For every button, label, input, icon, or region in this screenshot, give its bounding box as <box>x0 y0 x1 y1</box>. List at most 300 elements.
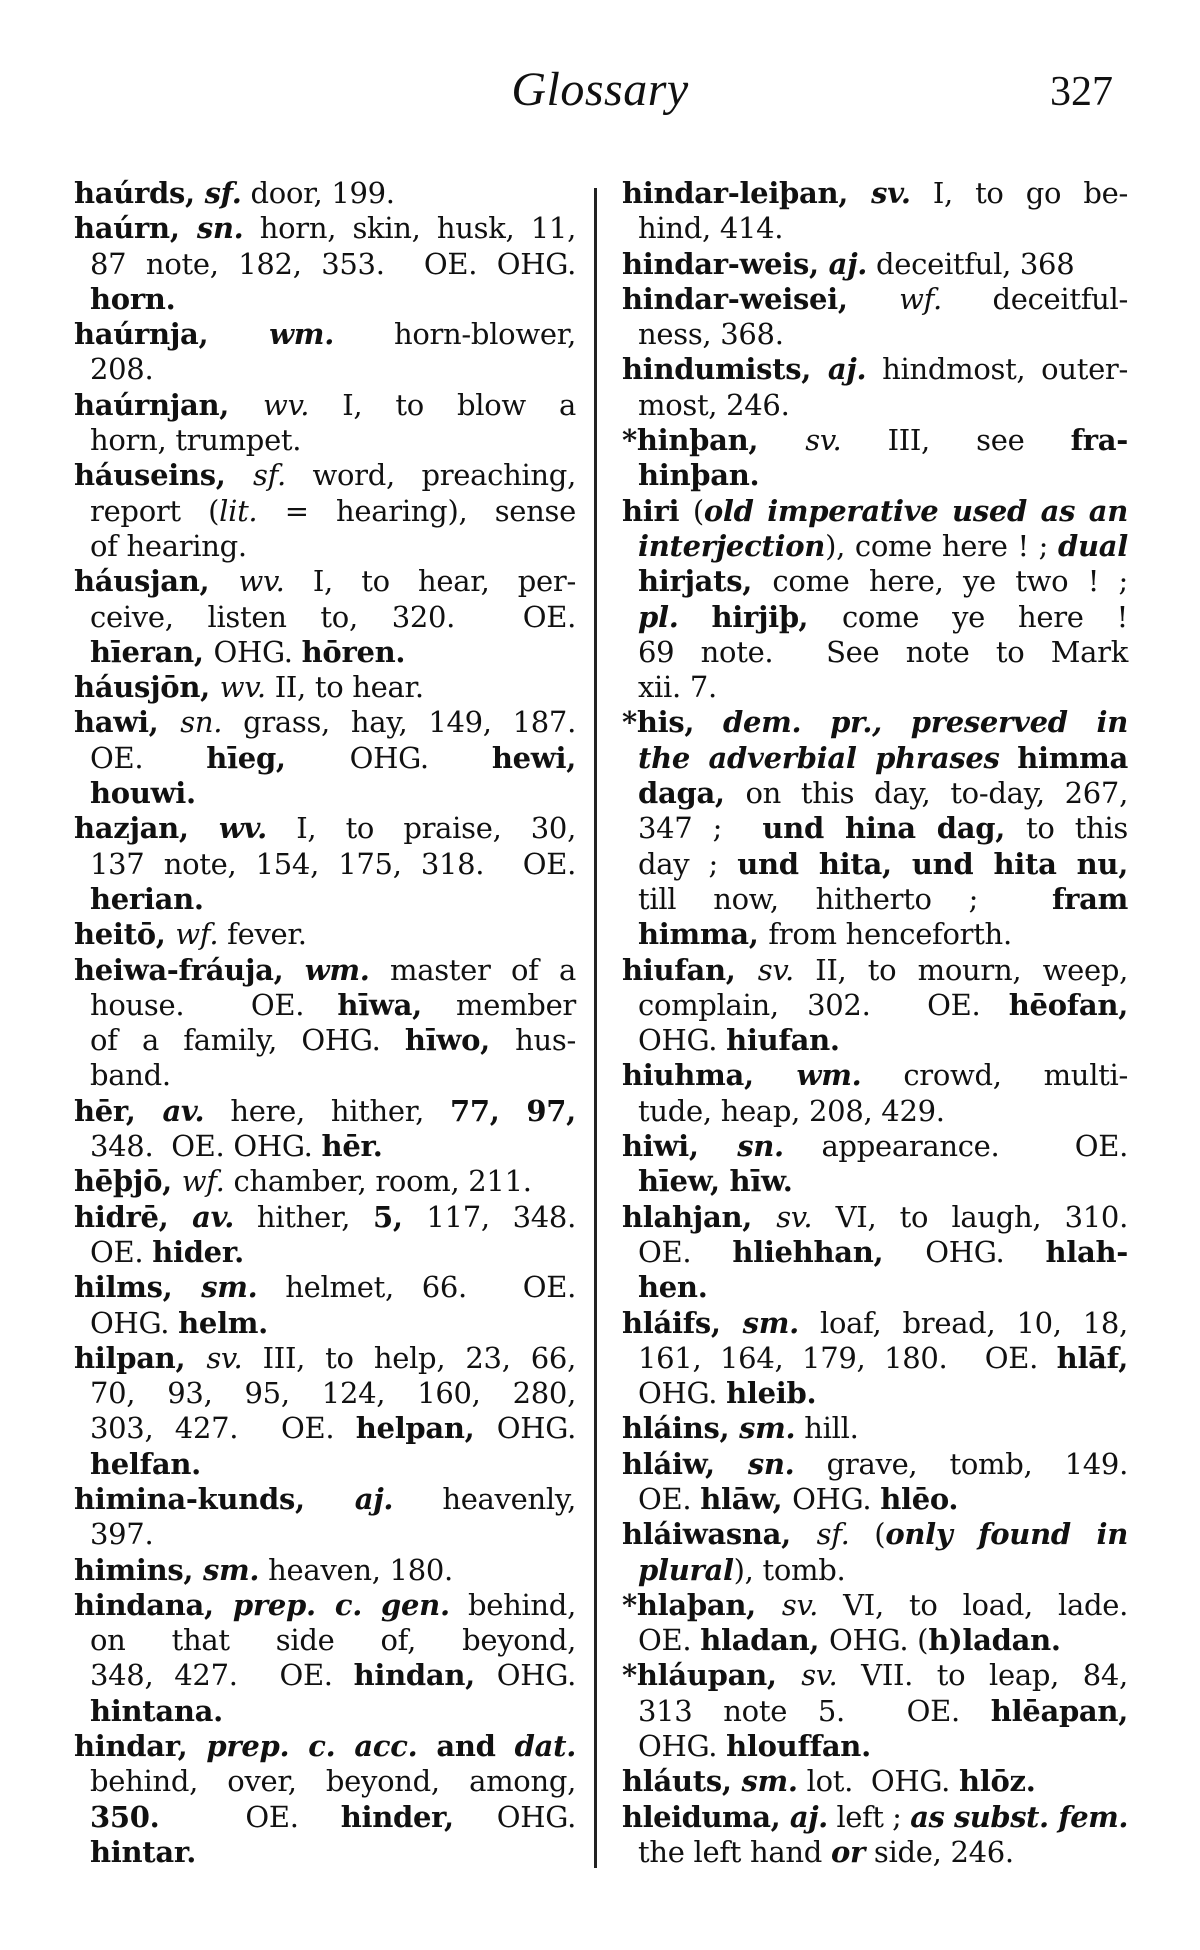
entry-continuation-line <box>74 1623 576 1658</box>
bold-text: *hláupan, <box>622 1658 802 1693</box>
entry-headline <box>74 458 576 493</box>
italic-text: pl. <box>638 599 679 634</box>
glossary-entry <box>622 1200 1128 1306</box>
entry-continuation-line <box>622 1270 1128 1305</box>
roman-text: 69 note. See note to Mark <box>638 634 1128 669</box>
italic-text: interjection <box>638 528 826 563</box>
entry-continuation-line <box>74 776 576 811</box>
glossary-entry <box>622 1517 1128 1588</box>
entry-headline <box>622 1800 1128 1835</box>
roman-text: 347 ; <box>638 811 763 846</box>
italic-text: av. <box>192 1199 235 1234</box>
entry-continuation-line <box>622 1094 1128 1129</box>
entry-continuation-line <box>622 635 1128 670</box>
bold-text: hláins, <box>622 1411 740 1446</box>
entry-continuation-line <box>622 600 1128 635</box>
bold-text: *hinþan, <box>622 423 806 458</box>
roman-text: OE. <box>638 1623 701 1658</box>
italic-text: aj. <box>354 1481 394 1516</box>
glossary-entry <box>74 1588 576 1729</box>
glossary-entry <box>622 282 1128 353</box>
glossary-entry <box>622 1800 1128 1871</box>
entry-continuation-line <box>622 670 1128 705</box>
entry-continuation-line <box>622 388 1128 423</box>
italic-text: only found in <box>885 1517 1128 1552</box>
glossary-entry <box>74 811 576 917</box>
roman-text: ( <box>849 1517 886 1552</box>
italic-text: av. <box>162 1093 205 1128</box>
roman-text: 117, 348. <box>426 1199 576 1234</box>
italic-text: sv. <box>757 952 794 987</box>
entry-continuation-line <box>74 1764 576 1799</box>
glossary-entry <box>622 1447 1128 1518</box>
bold-text: hindar-weis, <box>622 246 829 281</box>
entry-continuation-line <box>74 1376 576 1411</box>
bold-text: hiri <box>622 493 693 528</box>
italic-text: sv. <box>781 1587 819 1622</box>
entry-headline <box>622 247 1128 282</box>
bold-text: helm. <box>178 1305 268 1340</box>
roman-text: come here, ye two ! ; <box>772 564 1128 599</box>
entry-continuation-line <box>622 1553 1128 1588</box>
bold-text: hindan, <box>353 1658 497 1693</box>
roman-text: 161, 164, 179, 180. OE. <box>638 1340 1057 1375</box>
bold-text: hintana. <box>90 1693 223 1728</box>
entry-headline <box>622 494 1128 529</box>
entry-continuation-line <box>74 1306 576 1341</box>
glossary-entry <box>622 1764 1128 1799</box>
italic-text: sv. <box>871 176 911 210</box>
bold-text: hider. <box>152 1234 244 1269</box>
italic-text: sv. <box>776 1199 813 1234</box>
entry-headline <box>74 917 576 952</box>
roman-text: ), tomb. <box>733 1552 846 1587</box>
entry-continuation-line <box>74 600 576 635</box>
glossary-column-right <box>622 176 1128 1870</box>
entry-continuation-line <box>74 1835 576 1870</box>
entry-headline <box>622 1588 1128 1623</box>
italic-text: aj. <box>827 352 867 387</box>
bold-text: haúrds, <box>74 176 205 210</box>
bold-text: himins, <box>74 1552 204 1587</box>
roman-text: the left hand <box>638 1834 831 1869</box>
roman-text: house. OE. <box>90 987 338 1022</box>
italic-text: or <box>830 1834 866 1869</box>
roman-text: heaven, 180. <box>259 1552 453 1587</box>
bold-text: hladan, <box>700 1623 830 1658</box>
bold-text: h)ladan. <box>928 1623 1061 1658</box>
bold-text: hinþan. <box>638 458 760 493</box>
roman-text: 303, 427. OE. <box>90 1411 356 1446</box>
page-number: 327 <box>1050 69 1113 115</box>
glossary-entry <box>74 917 576 952</box>
bold-text: háusjan, <box>74 564 239 599</box>
bold-text: hīeran, <box>90 634 214 669</box>
entry-headline <box>74 1482 576 1517</box>
bold-text: hilpan, <box>74 1340 207 1375</box>
entry-continuation-line <box>622 1729 1128 1764</box>
entry-continuation-line <box>622 564 1128 599</box>
entry-continuation-line <box>74 635 576 670</box>
entry-headline <box>622 1200 1128 1235</box>
bold-text: hlēo. <box>880 1481 959 1516</box>
entry-headline <box>74 1270 576 1305</box>
roman-text: OHG. <box>496 1658 576 1693</box>
entry-headline <box>622 1517 1128 1552</box>
roman-text: till now, hitherto ; <box>638 881 1052 916</box>
bold-text: hindar, <box>74 1729 207 1764</box>
italic-text: sf. <box>204 176 242 210</box>
italic-text: sm. <box>201 1270 258 1305</box>
bold-text: *hlaþan, <box>622 1587 782 1622</box>
italic-text: wf. <box>899 281 942 316</box>
roman-text: to this <box>1026 811 1128 846</box>
entry-continuation-line <box>622 1341 1128 1376</box>
column-divider <box>594 188 597 1868</box>
entry-continuation-line <box>74 423 576 458</box>
bold-text: hlēapan, <box>990 1693 1128 1728</box>
roman-text: ( <box>692 493 704 528</box>
entry-continuation-line <box>74 1694 576 1729</box>
italic-text: aj. <box>828 246 868 281</box>
roman-text: come ye here ! <box>841 599 1128 634</box>
bold-text: 350. <box>90 1799 246 1834</box>
bold-text: hindumists, <box>622 352 828 387</box>
roman-text: fever. <box>218 917 307 952</box>
roman-text: OE. <box>245 1799 341 1834</box>
glossary-column-left <box>74 176 576 1870</box>
entry-headline <box>622 1658 1128 1693</box>
entry-continuation-line <box>74 988 576 1023</box>
bold-text: hēþjō, <box>74 1164 182 1199</box>
glossary-entry <box>74 564 576 670</box>
italic-text: wf. <box>181 1164 225 1199</box>
italic-text: wv. <box>218 811 267 846</box>
glossary-entry <box>622 1058 1128 1129</box>
italic-text: sv. <box>805 423 842 458</box>
italic-text: sm. <box>742 1305 799 1340</box>
roman-text: OHG. <box>496 1799 576 1834</box>
italic-text: wm. <box>304 952 370 987</box>
bold-text: himma <box>1017 740 1128 775</box>
entry-continuation-line <box>622 458 1128 493</box>
entry-headline <box>74 1164 576 1199</box>
roman-text: master of a <box>369 952 576 987</box>
entry-continuation-line <box>74 1517 576 1552</box>
glossary-entry <box>74 705 576 811</box>
italic-text: sn. <box>196 211 244 246</box>
roman-text: behind, <box>449 1587 576 1622</box>
entry-continuation-line <box>74 282 576 317</box>
roman-text: OHG. <box>90 1305 179 1340</box>
roman-text: OE. <box>638 1234 733 1269</box>
bold-text: hiufan, <box>622 952 758 987</box>
entry-continuation-line <box>622 811 1128 846</box>
roman-text: VI, to load, lade. <box>818 1587 1128 1622</box>
glossary-entry <box>74 1164 576 1199</box>
roman-text: OHG. <box>638 1023 727 1058</box>
entry-continuation-line <box>74 494 576 529</box>
roman-text: xii. 7. <box>638 670 717 705</box>
bold-text: and <box>417 1729 515 1764</box>
roman-text: ness, 368. <box>638 317 784 352</box>
bold-text: horn. <box>90 281 176 316</box>
entry-continuation-line <box>622 1235 1128 1270</box>
roman-text: 397. <box>90 1517 154 1552</box>
roman-text: left ; <box>827 1799 911 1834</box>
roman-text: 208. <box>90 352 154 387</box>
italic-text: wf. <box>175 917 219 952</box>
bold-text: hīwa, <box>337 987 457 1022</box>
bold-text: hindar-weisei, <box>622 281 900 316</box>
bold-text: und hita, und hita nu, <box>737 846 1129 881</box>
roman-text: behind, over, beyond, among, <box>90 1764 576 1799</box>
bold-text: hidrē, <box>74 1199 193 1234</box>
bold-text: hēofan, <box>1008 987 1128 1022</box>
glossary-entry <box>622 423 1128 494</box>
entry-headline <box>622 705 1128 740</box>
bold-text: hēr, <box>74 1093 163 1128</box>
bold-text: hazjan, <box>74 811 219 846</box>
roman-text: deceitful, 368 <box>867 246 1075 281</box>
entry-headline <box>622 423 1128 458</box>
glossary-entry <box>74 1729 576 1870</box>
bold-text: hláiw, <box>622 1446 748 1481</box>
glossary-entry <box>74 1553 576 1588</box>
roman-text: helmet, 66. OE. <box>257 1270 576 1305</box>
italic-text: dat. <box>514 1729 576 1764</box>
roman-text: report ( <box>90 493 220 528</box>
glossary-entry <box>74 458 576 564</box>
italic-text: sf. <box>253 458 286 493</box>
bold-text: hiuhma, <box>622 1058 797 1093</box>
roman-text: hus- <box>515 1023 576 1058</box>
entry-continuation-line <box>74 1800 576 1835</box>
roman-text: horn, skin, husk, 11, <box>243 211 576 246</box>
roman-text: appearance. OE. <box>783 1129 1128 1164</box>
entry-headline <box>74 670 576 705</box>
entry-continuation-line <box>622 1164 1128 1199</box>
entry-continuation-line <box>622 1835 1128 1870</box>
roman-text: member <box>456 987 576 1022</box>
glossary-entry <box>622 1588 1128 1659</box>
entry-headline <box>622 1306 1128 1341</box>
entry-continuation-line <box>74 529 576 564</box>
bold-text: himina-kunds, <box>74 1481 355 1516</box>
entry-headline <box>74 388 576 423</box>
bold-text: heitō, <box>74 917 176 952</box>
bold-text: hintar. <box>90 1834 196 1869</box>
entry-continuation-line <box>74 882 576 917</box>
glossary-entry <box>74 1200 576 1271</box>
roman-text: OHG. <box>925 1234 1046 1269</box>
bold-text: hláifs, <box>622 1305 743 1340</box>
entry-headline <box>74 176 576 211</box>
italic-text: the adverbial phrases <box>638 740 1000 775</box>
bold-text: haúrnjan, <box>74 387 264 422</box>
italic-text: prep. c. acc. <box>206 1729 418 1764</box>
bold-text: hinder, <box>340 1799 497 1834</box>
entry-continuation-line <box>622 988 1128 1023</box>
italic-text: lit. <box>219 493 258 528</box>
entry-headline <box>622 1764 1128 1799</box>
bold-text: und hina dag, <box>762 811 1027 846</box>
bold-text: hindana, <box>74 1587 233 1622</box>
roman-text: hither, <box>234 1199 373 1234</box>
entry-continuation-line <box>74 1129 576 1164</box>
entry-continuation-line <box>74 1447 576 1482</box>
roman-text: of hearing. <box>90 528 247 563</box>
roman-text: word, preaching, <box>285 458 576 493</box>
roman-text: 348. OE. OHG. <box>90 1129 322 1164</box>
entry-headline <box>622 1058 1128 1093</box>
roman-text: OE. <box>638 1481 701 1516</box>
entry-headline <box>74 705 576 740</box>
italic-text: plural <box>638 1552 734 1587</box>
roman-text: I, to hear, per- <box>284 564 576 599</box>
bold-text: hlah- <box>1045 1234 1129 1269</box>
glossary-entry <box>74 176 576 211</box>
bold-text: hirjiþ, <box>711 599 842 634</box>
bold-text: hiwi, <box>622 1129 738 1164</box>
entry-headline <box>74 811 576 846</box>
glossary-entry <box>622 953 1128 1059</box>
roman-text: OHG. <box>638 1376 727 1411</box>
entry-continuation-line <box>622 1482 1128 1517</box>
bold-text: himma, <box>638 917 769 952</box>
entry-headline <box>622 953 1128 988</box>
glossary-entry <box>622 705 1128 952</box>
roman-text: from henceforth. <box>768 917 1012 952</box>
bold-text: hawi, <box>74 705 181 740</box>
bold-text: hlāf, <box>1056 1340 1128 1375</box>
bold-text: hlōz. <box>959 1764 1036 1799</box>
running-title: Glossary <box>511 63 689 116</box>
italic-text: wm. <box>796 1058 862 1093</box>
roman-text: OHG. <box>349 740 492 775</box>
glossary-entry <box>74 1341 576 1482</box>
roman-text: crowd, multi- <box>861 1058 1128 1093</box>
roman-text: III, see <box>841 423 1071 458</box>
italic-text: old imperative used as an <box>703 493 1128 528</box>
entry-continuation-line <box>74 1235 576 1270</box>
roman-text: 87 note, 182, 353. OE. OHG. <box>90 246 576 281</box>
roman-text: chamber, room, 211. <box>224 1164 532 1199</box>
entry-continuation-line <box>622 847 1128 882</box>
roman-text: of a family, OHG. <box>90 1023 405 1058</box>
entry-continuation-line <box>74 247 576 282</box>
roman-text: here, hither, <box>204 1093 451 1128</box>
roman-text: OE. <box>90 740 207 775</box>
italic-text: sm. <box>741 1764 798 1799</box>
italic-text: aj. <box>789 1799 828 1834</box>
italic-text: prep. c. gen. <box>232 1587 450 1622</box>
entry-headline <box>74 1729 576 1764</box>
italic-text: sn. <box>180 705 223 740</box>
entry-headline <box>622 1129 1128 1164</box>
entry-headline <box>74 211 576 246</box>
bold-text: hlahjan, <box>622 1199 777 1234</box>
roman-text: I, to praise, 30, <box>266 811 576 846</box>
bold-text: herian. <box>90 881 204 916</box>
entry-continuation-line <box>622 1623 1128 1658</box>
roman-text: I, to blow a <box>309 387 576 422</box>
entry-continuation-line <box>622 776 1128 811</box>
entry-continuation-line <box>74 847 576 882</box>
entry-headline <box>74 1341 576 1376</box>
entry-continuation-line <box>622 317 1128 352</box>
roman-text: OHG. <box>496 1411 576 1446</box>
bold-text: hīeg, <box>206 740 350 775</box>
entry-continuation-line <box>74 1658 576 1693</box>
roman-text: II, to hear. <box>265 670 424 705</box>
italic-text: wm. <box>269 317 334 352</box>
roman-text: 137 note, 154, 175, 318. OE. <box>90 846 576 881</box>
roman-text: horn-blower, <box>334 317 577 352</box>
glossary-entry <box>74 953 576 1094</box>
entry-headline <box>622 1447 1128 1482</box>
bold-text: hláiwasna, <box>622 1517 817 1552</box>
roman-text: ), come here ! ; <box>825 528 1059 563</box>
roman-text: day ; <box>638 846 738 881</box>
roman-text: OHG. ( <box>829 1623 929 1658</box>
entry-headline <box>74 1588 576 1623</box>
bold-text: hindar-leiþan, <box>622 176 872 210</box>
glossary-entry <box>622 176 1128 247</box>
entry-continuation-line <box>622 1023 1128 1058</box>
italic-text: sn. <box>737 1129 784 1164</box>
glossary-entry <box>622 1658 1128 1764</box>
entry-continuation-line <box>74 352 576 387</box>
roman-text: OHG. <box>638 1729 727 1764</box>
roman-text: OHG. <box>213 634 302 669</box>
entry-headline <box>622 352 1128 387</box>
roman-text: = hearing), sense <box>257 493 576 528</box>
roman-text: OE. <box>90 1234 153 1269</box>
roman-text: I, to go be- <box>910 176 1128 210</box>
glossary-entry <box>622 1306 1128 1412</box>
entry-continuation-line <box>622 211 1128 246</box>
entry-headline <box>74 317 576 352</box>
glossary-entry <box>622 352 1128 423</box>
roman-text: side, 246. <box>865 1834 1014 1869</box>
bold-text: fra- <box>1070 423 1128 458</box>
roman-text: 348, 427. OE. <box>90 1658 354 1693</box>
roman-text: most, 246. <box>638 387 790 422</box>
glossary-entry <box>622 494 1128 706</box>
entry-continuation-line <box>622 741 1128 776</box>
bold-text: 5, <box>373 1199 427 1234</box>
bold-text: heiwa-fráuja, <box>74 952 305 987</box>
glossary-entry <box>622 1411 1128 1446</box>
italic-text: wv. <box>263 387 310 422</box>
bold-text: 77, 97, <box>450 1093 576 1128</box>
italic-text: wv. <box>238 564 285 599</box>
roman-text: 313 note 5. OE. <box>638 1693 991 1728</box>
bold-text: helfan. <box>90 1446 201 1481</box>
glossary-entry <box>622 247 1128 282</box>
italic-text: dual <box>1058 528 1128 563</box>
bold-text: houwi. <box>90 776 196 811</box>
bold-text: helpan, <box>355 1411 497 1446</box>
glossary-entry <box>74 670 576 705</box>
bold-text: hen. <box>638 1270 708 1305</box>
bold-text: hleib. <box>726 1376 817 1411</box>
running-header <box>0 62 1200 132</box>
bold-text: hlāw, <box>700 1481 793 1516</box>
entry-headline <box>74 1094 576 1129</box>
entry-headline <box>622 282 1128 317</box>
